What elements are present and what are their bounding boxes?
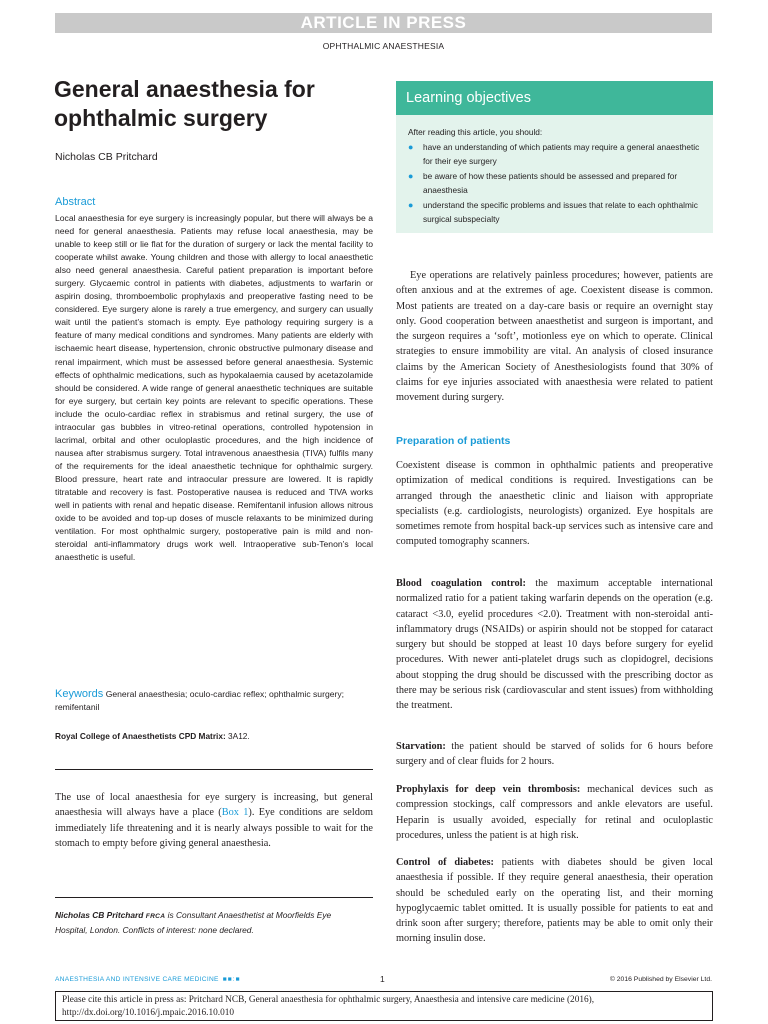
article-title: General anaesthesia for ophthalmic surgery: [54, 76, 315, 131]
author-bio: [55, 909, 355, 936]
citation-box: Please cite this article in press as: Pritchard NCB, General anaesthesia for ophthalmic surgery, Anaesthesia and intensive care medicine (2016), http://dx.doi.org/10.1016/j.mpaic.2016.10.010: [55, 991, 713, 1021]
bio-qualification: FRCA: [145, 913, 166, 920]
keywords-label: Keywords: [55, 688, 104, 700]
dvt-text: mechanical devices such as compression stockings, calf compressors and ankle elevators are useful. Heparin is usually avoided, especially for retinal and oculoplastic procedures, unless the patient is at high risk.: [396, 784, 713, 841]
learning-objectives-list: [408, 140, 701, 227]
learning-objectives-body: [396, 115, 713, 227]
bio-name: Nicholas CB Pritchard: [55, 910, 144, 920]
blood-coagulation-paragraph: [396, 576, 713, 714]
box-1-link[interactable]: Box 1: [221, 807, 249, 819]
bullet-icon: ●: [408, 199, 414, 210]
abstract-heading: Abstract: [55, 196, 96, 208]
cpd-matrix: [55, 731, 250, 741]
section-heading-preparation: Preparation of patients: [396, 435, 511, 447]
dvt-paragraph: [396, 782, 713, 843]
learning-objective-item: [408, 140, 701, 169]
article-in-press-banner: ARTICLE IN PRESS: [55, 13, 712, 33]
learning-objective-text: understand the specific problems and issues that relate to each ophthalmic surgical subspecialty: [423, 199, 698, 224]
learning-objective-text: have an understanding of which patients may require a general anaesthetic for their eye surgery: [423, 141, 700, 166]
learning-objective-item: [408, 198, 701, 227]
bio-text: is Consultant Anaesthetist at Moorfields Eye Hospital, London. Conflicts of interest: none declared.: [55, 910, 332, 935]
learning-objectives-box: [396, 81, 713, 233]
body-paragraph-preparation: Coexistent disease is common in ophthalmic patients and preoperative optimization of medical conditions is required. Investigations can be arranged through the anaesthetic clinic and liaison with appropriate specialists (e.g. cardiologists, neurologists) organized. Eye hospitals are sometimes remote from hospital back-up services such as intensive care and computed tomography scanners.: [396, 460, 713, 548]
starvation-label: Starvation:: [396, 741, 446, 752]
bio-divider: [55, 897, 373, 898]
page-number: 1: [380, 974, 385, 984]
intro-paragraph: [55, 790, 373, 851]
footer-journal: [55, 976, 241, 983]
learning-objectives-intro: After reading this article, you should:: [408, 127, 543, 137]
issue-squares-icon: ■■:■: [222, 976, 241, 983]
cpd-label: Royal College of Anaesthetists CPD Matrix:: [55, 731, 226, 741]
blood-coagulation-label: Blood coagulation control:: [396, 578, 526, 589]
bullet-icon: ●: [408, 170, 414, 181]
learning-objective-text: be aware of how these patients should be assessed and prepared for anaesthesia: [423, 170, 678, 195]
diabetes-text: patients with diabetes should be given local anaesthesia if possible. If they require general anaesthesia, their operation should be scheduled early on the operating list, and their morning hypoglycaemic tablet omitted. It is usually possible for patients to eat and drink soon after surgery; therefore, patients may be able to omit only their morning insulin dose.: [396, 857, 713, 945]
cpd-value: 3A12.: [228, 731, 250, 741]
diabetes-label: Control of diabetes:: [396, 857, 494, 868]
learning-objectives-heading: Learning objectives: [396, 81, 713, 115]
diabetes-paragraph: [396, 855, 713, 947]
abstract-text: Local anaesthesia for eye surgery is increasingly popular, but there will always be a need for general anaesthesia. Patients may refuse local anaesthesia, may be unable to keep still or lie flat for the duration of surgery or lack the mental facility to cooperate whilst awake. Young children and those with allergy to local anaesthetic also need general anaesthesia. Careful patient preparation is important before surgery. Glycaemic control in patients with diabetes, adjustments to warfarin or aspirin dosing, thromboembolic prophylaxis and preoperative fasting need to be considered. Eye surgery alone is rarely a true emergency, and surgery can usually wait until the patient’s stomach is empty. Eye pathology requiring surgery is a feature of many medical conditions and syndromes. Many patients are elderly with ischaemic heart disease, hypertension, chronic obstructive pulmonary disease and renal impairment, which must be assessed before general anaesthesia. Systemic effects of ophthalmic medications, such as hypokalaemia caused by acetazolamide should be considered. A wide range of general anaesthetic techniques are suitable for eye surgery, but certain key points are relevant to specific operations. These include the oculo-cardiac reflex in strabismus and retinal surgery, the use of intraocular gas bubbles in vitreo-retinal operations, controlled hypotension in lacrimal, orbital and other oculoplastic procedures, and the high incidence of nausea after strabismus surgery. Total intravenous anaesthesia (TIVA) fulfils many of the requirements for the ideal anaesthetic technique for ophthalmic surgery. Blood pressure, heart rate and intraocular pressure are lowered. It is rapidly titratable and recovery is fast. Postoperative nausea is reduced and TIVA works well in patients with renal and hepatic disease. Remifentanil infusion allows nitrous oxide to be avoided and top-up doses of muscle relaxants to be minimized during ventilation. For most ophthalmic surgery, postoperative pain is mild and non-steroidal anti-inflammatory drugs work well. Intraoperative sub-Tenon’s local anaesthetic is useful.: [55, 213, 373, 563]
footer-copyright: © 2016 Published by Elsevier Ltd.: [609, 976, 712, 983]
starvation-paragraph: [396, 739, 713, 770]
footer-journal-name: ANAESTHESIA AND INTENSIVE CARE MEDICINE: [55, 976, 219, 983]
body-paragraph-intro: Eye operations are relatively painless procedures; however, patients are often anxious and at the extremes of age. Coexistent disease is common. Most patients are treated on a day-care basis or require an overnight stay only. Good cooperation between anaesthetist and surgeon is important, and the surgeon requires a ‘soft’, motionless eye on which to operate. Clinical strategies to ensure immobility are vital. An analysis of closed insurance claims by the American Society of Anesthesiologists found that 30% of claims for eye injuries associated with anaesthesia were related to patient movement during surgery.: [396, 270, 713, 404]
intro-text-end: ). Eye conditions are seldom immediately life threatening and it is nearly always possible to wait for the stomach to empty before giving general anaesthesia.: [55, 807, 373, 849]
author-name: Nicholas CB Pritchard: [55, 151, 158, 163]
dvt-label: Prophylaxis for deep vein thrombosis:: [396, 784, 581, 795]
learning-objective-item: [408, 169, 701, 198]
starvation-text: the patient should be starved of solids for 6 hours before surgery and of clear fluids for 2 hours.: [396, 741, 713, 768]
running-head: OPHTHALMIC ANAESTHESIA: [322, 41, 445, 51]
abstract-divider: [55, 769, 373, 770]
keywords: [55, 688, 373, 714]
bullet-icon: ●: [408, 141, 414, 152]
keywords-text: General anaesthesia; oculo-cardiac reflex; ophthalmic surgery; remifentanil: [55, 689, 345, 712]
blood-coagulation-text: the maximum acceptable international normalized ratio for a patient taking warfarin depends on the operation (e.g. cataract <3.0, eyelid procedures <2.0). Treatment with non-steroidal anti-inflammatory drugs (NSAIDs) or aspirin should not be stopped for cataract surgery but should be stopped at least 10 days before surgery for eyelid procedures. With newer anti-platelet drugs such as clopidogrel, decisions about stopping the drug should be discussed with the prescribing doctor as there may be serious risk (cardiovascular and stent issues) from withholding the treatment.: [396, 578, 713, 712]
intro-text-start: The use of local anaesthesia for eye surgery is increasing, but general anaesthesia will always have a place (: [55, 792, 373, 819]
